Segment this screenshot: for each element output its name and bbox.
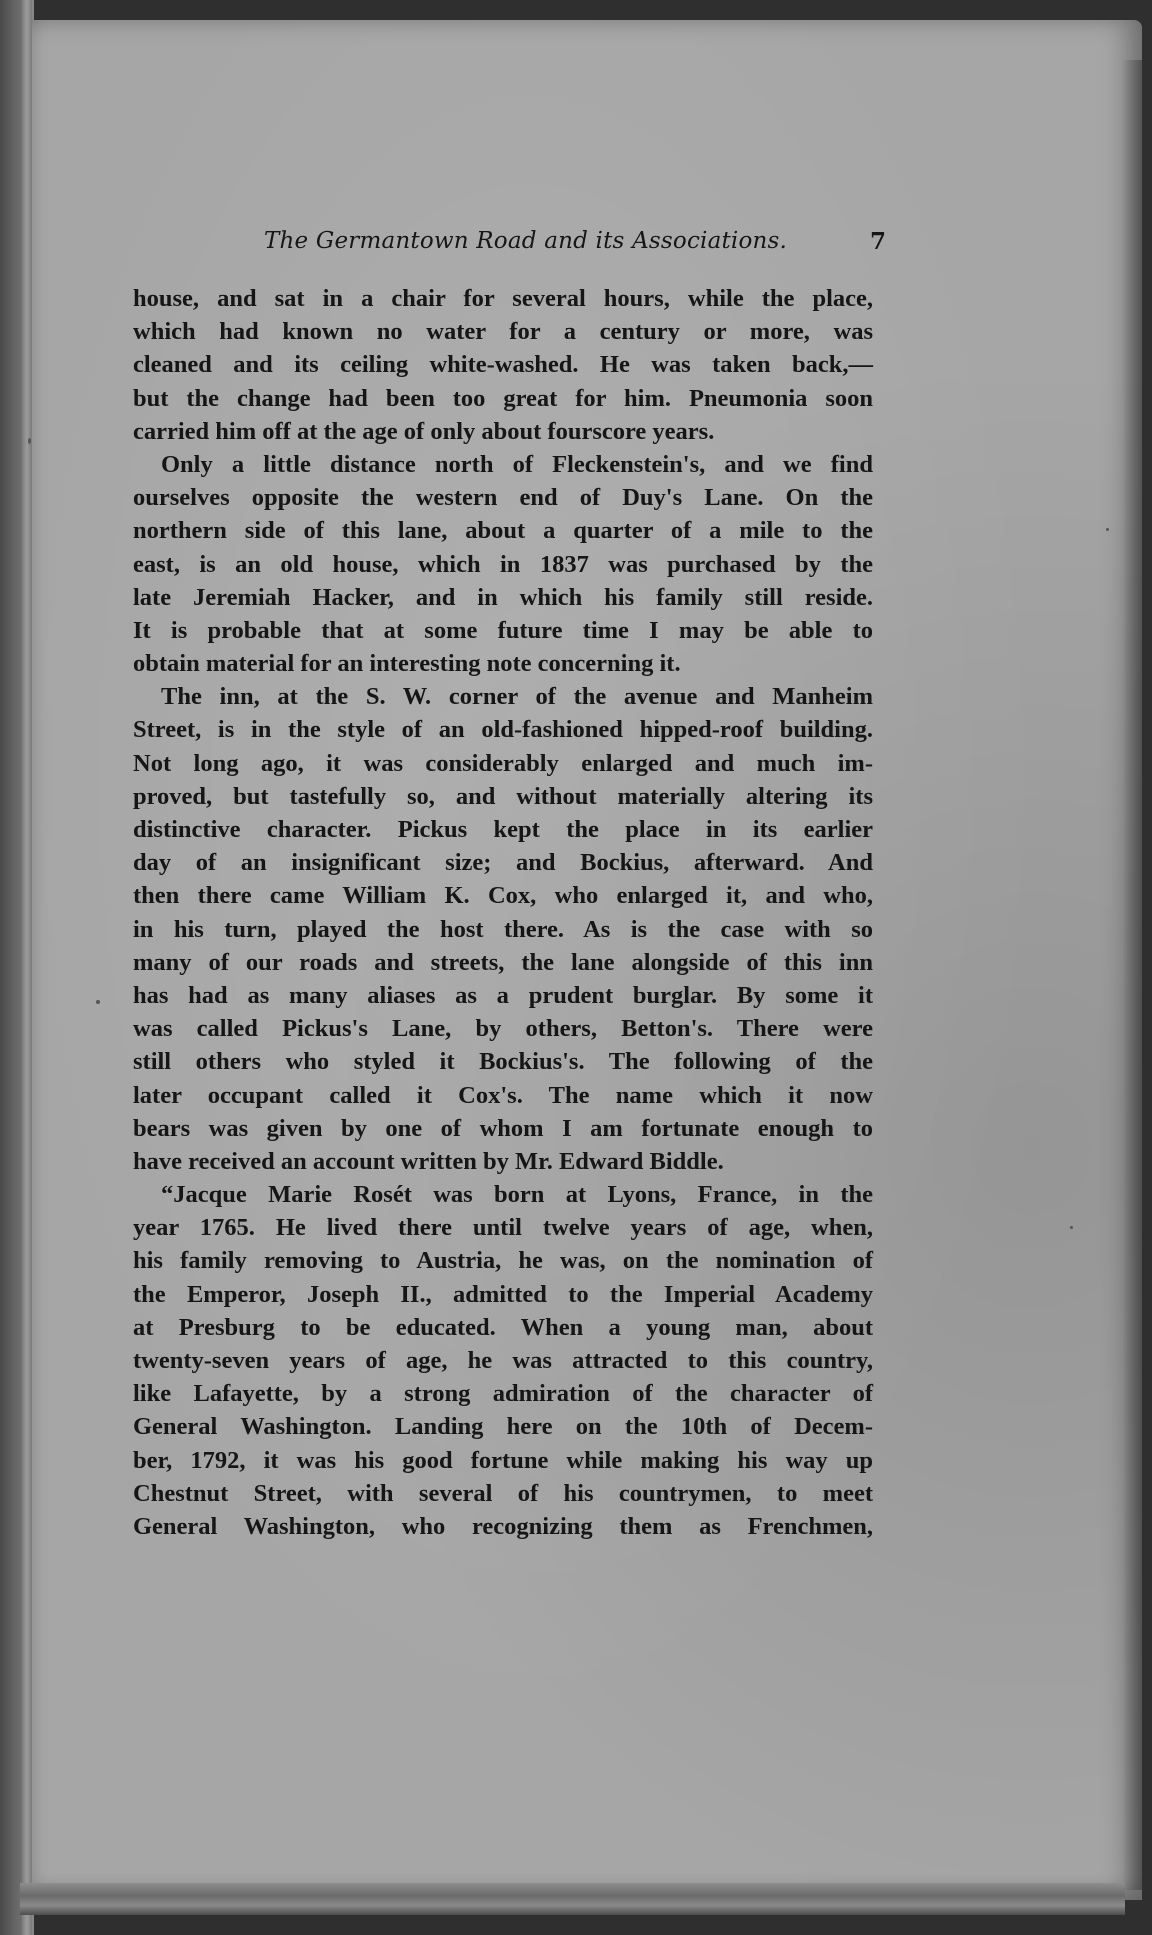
body-text xyxy=(133,282,873,1543)
text-line: at Presburg to be educated. When a young man, about xyxy=(133,1313,873,1341)
text-line: Not long ago, it was considerably enlarged and much im- xyxy=(133,749,873,777)
text-line: northern side of this lane, about a quarter of a mile to the xyxy=(133,517,873,545)
page-shadow xyxy=(1122,60,1142,1890)
text-line: distinctive character. Pickus kept the place in its earlier xyxy=(133,816,873,843)
paragraph xyxy=(133,448,873,680)
paragraph xyxy=(133,282,873,448)
paragraph xyxy=(133,680,873,1178)
text-line: then there came William K. Cox, who enlarged it, and who, xyxy=(133,882,873,910)
text-line: the Emperor, Joseph II., admitted to the Imperial Academy xyxy=(133,1280,873,1308)
text-line: has had as many aliases as a prudent burglar. By some it xyxy=(133,981,873,1009)
running-header xyxy=(144,228,886,268)
text-line: The inn, at the S. W. corner of the avenue and Manheim xyxy=(161,683,873,711)
text-line: which had known no water for a century or more, was xyxy=(133,318,873,346)
text-line: obtain material for an interesting note concerning it. xyxy=(133,650,681,678)
text-line: ourselves opposite the western end of Duy's Lane. On the xyxy=(133,484,873,512)
text-line: house, and sat in a chair for several hours, while the place, xyxy=(133,285,873,312)
text-line: proved, but tastefully so, and without materially altering its xyxy=(133,782,873,810)
text-line: year 1765. He lived there until twelve years of age, when, xyxy=(133,1214,873,1242)
text-line: his family removing to Austria, he was, on the nomination of xyxy=(133,1247,873,1275)
text-line: late Jeremiah Hacker, and in which his family still reside. xyxy=(133,583,873,611)
text-line: later occupant called it Cox's. The name which it now xyxy=(133,1081,873,1109)
ink-speck xyxy=(1070,1226,1073,1229)
page-stack-bottom-edge xyxy=(20,1883,1125,1915)
ink-speck xyxy=(1106,528,1109,531)
text-line: twenty-seven years of age, he was attracted to this country, xyxy=(133,1347,873,1374)
ink-speck xyxy=(28,438,31,444)
text-line: bears was given by one of whom I am fortunate enough to xyxy=(133,1114,873,1142)
text-line: It is probable that at some future time I may be able to xyxy=(133,616,873,644)
text-line: Street, is in the style of an old-fashioned hipped-roof building. xyxy=(133,716,873,744)
text-line: General Washington. Landing here on the 10th of Decem- xyxy=(133,1413,873,1441)
text-line: General Washington, who recognizing them as Frenchmen, xyxy=(133,1512,873,1540)
text-line: like Lafayette, by a strong admiration of the character of xyxy=(133,1380,873,1408)
text-line: but the change had been too great for him. Pneumonia soon xyxy=(133,384,873,412)
text-line: have received an account written by Mr. Edward Biddle. xyxy=(133,1147,724,1175)
page-number: 7 xyxy=(869,228,886,255)
text-line: “Jacque Marie Rosét was born at Lyons, France, in the xyxy=(161,1181,873,1209)
text-line: cleaned and its ceiling white-washed. He was taken back,— xyxy=(133,351,873,379)
text-line: carried him off at the age of only about fourscore years. xyxy=(133,417,715,445)
text-line: in his turn, played the host there. As is the case with so xyxy=(133,915,873,943)
paragraph xyxy=(133,1178,873,1543)
binding-edge xyxy=(22,0,32,1935)
text-line: ber, 1792, it was his good fortune while making his way up xyxy=(133,1446,873,1474)
running-title: The Germantown Road and its Associations. xyxy=(264,228,788,254)
text-line: day of an insignificant size; and Bockius, afterward. And xyxy=(133,849,873,877)
text-line: many of our roads and streets, the lane alongside of this inn xyxy=(133,948,873,976)
ink-speck xyxy=(96,1000,100,1004)
text-line: Only a little distance north of Fleckenstein's, and we find xyxy=(161,450,873,478)
text-line: still others who styled it Bockius's. The following of the xyxy=(133,1048,873,1076)
text-line: was called Pickus's Lane, by others, Betton's. There were xyxy=(133,1015,873,1043)
text-line: east, is an old house, which in 1837 was purchased by the xyxy=(133,550,873,578)
text-line: Chestnut Street, with several of his countrymen, to meet xyxy=(133,1479,873,1507)
